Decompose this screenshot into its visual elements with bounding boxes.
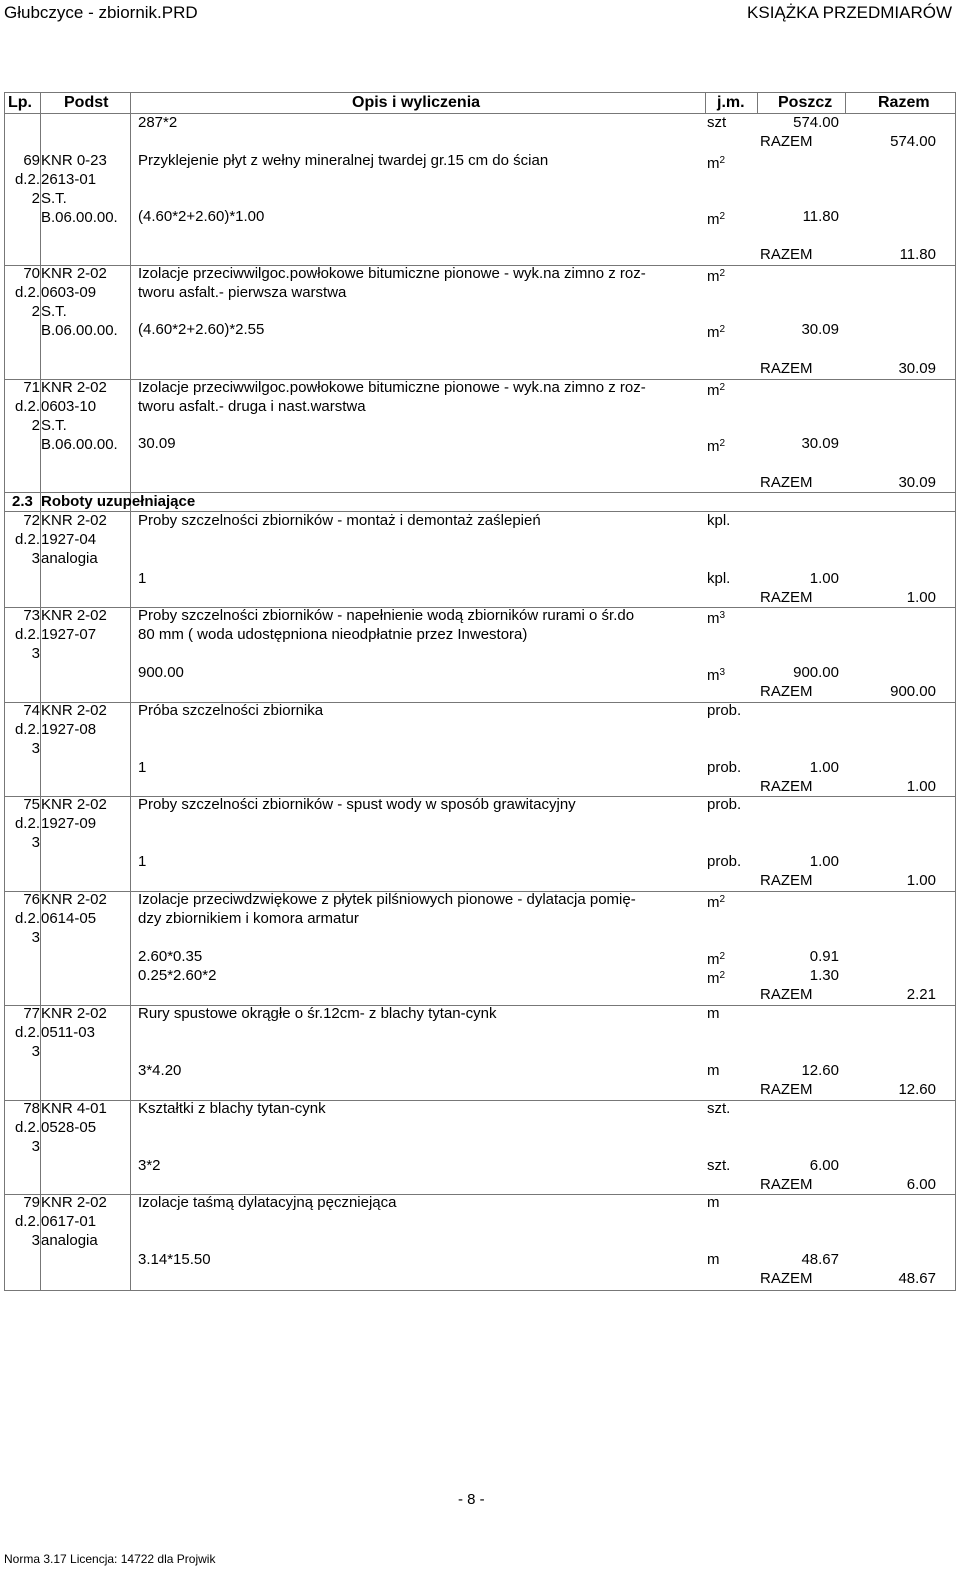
row-lp-line: 72 [23, 512, 40, 529]
row-description-line: Izolacje taśmą dylatacyjną pęczniejąca [138, 1194, 397, 1211]
razem-label: RAZEM [760, 474, 813, 491]
row-basis-line: S.T. [41, 303, 67, 320]
unit-base: m [707, 894, 720, 911]
carry-unit: szt [707, 114, 727, 131]
calc-value: 1.30 [809, 967, 839, 984]
document-title: Głubczyce - zbiornik.PRD [4, 3, 198, 22]
row-description-line: Proby szczelności zbiorników - spust wody w sposób grawitacyjny [138, 796, 576, 813]
row-lp-line: d.2. [14, 626, 40, 643]
razem-value: 12.60 [898, 1081, 936, 1098]
calc-unit [707, 321, 725, 342]
carry-razem-value: 574.00 [890, 133, 936, 150]
unit-base: prob. [707, 853, 742, 870]
unit-exponent: 2 [719, 970, 726, 981]
unit-base: kpl. [707, 570, 731, 587]
calc-expression: 900.00 [138, 664, 184, 681]
row-unit [707, 1194, 720, 1212]
row-basis-line: 0603-10 [41, 398, 97, 415]
razem-label: RAZEM [760, 246, 813, 263]
table-left-border [4, 92, 5, 1290]
row-description-line: Izolacje przeciwdzwiękowe z płytek pilśniowych pionowe - dylatacja pomię- [138, 891, 636, 908]
page-number: - 8 - [458, 1491, 485, 1508]
unit-base: m [707, 1062, 720, 1079]
column-header-lp: Lp. [8, 94, 32, 111]
row-basis-line: B.06.00.00. [41, 436, 118, 453]
calc-value: 1.00 [809, 853, 839, 870]
calc-unit [707, 208, 725, 229]
row-lp-line: 3 [31, 929, 40, 946]
unit-exponent: 2 [719, 894, 726, 905]
row-basis-line: KNR 2-02 [41, 796, 107, 813]
row-lp-line: d.2. [14, 398, 40, 415]
row-description-line: tworu asfalt.- pierwsza warstwa [138, 284, 347, 301]
unit-exponent: 3 [719, 667, 726, 678]
razem-label: RAZEM [760, 1081, 813, 1098]
row-basis-line: 2613-01 [41, 171, 97, 188]
row-basis-line: KNR 2-02 [41, 1005, 107, 1022]
row-unit [707, 796, 741, 814]
row-description-line: Kształtki z blachy tytan-cynk [138, 1100, 326, 1117]
unit-base: kpl. [707, 512, 731, 529]
calc-expression: (4.60*2+2.60)*2.55 [138, 321, 265, 338]
row-lp-line: 3 [31, 740, 40, 757]
calc-value: 1.00 [809, 759, 839, 776]
calc-expression: 30.09 [138, 435, 176, 452]
row-lp-line: d.2. [14, 1024, 40, 1041]
row-lp-line: d.2. [14, 1213, 40, 1230]
razem-value: 1.00 [906, 778, 936, 795]
razem-label: RAZEM [760, 872, 813, 889]
unit-base: prob. [707, 702, 742, 719]
calc-unit [707, 948, 725, 969]
calc-unit [707, 967, 725, 988]
row-lp-line: 2 [31, 190, 40, 207]
unit-base: m [707, 268, 720, 285]
unit-base: m [707, 211, 720, 228]
row-lp-line: 2 [31, 303, 40, 320]
unit-base: m [707, 324, 720, 341]
calc-unit [707, 759, 741, 777]
razem-value: 30.09 [898, 360, 936, 377]
row-basis-line: KNR 2-02 [41, 607, 107, 624]
razem-value: 30.09 [898, 474, 936, 491]
row-lp-line: 71 [23, 379, 40, 396]
row-basis-line: KNR 0-23 [41, 152, 107, 169]
row-unit [707, 379, 725, 400]
row-lp-line: d.2. [14, 284, 40, 301]
calc-unit [707, 664, 725, 685]
row-basis-line: S.T. [41, 190, 67, 207]
unit-base: m [707, 970, 720, 987]
row-separator [4, 492, 956, 493]
col-divider-podst [130, 92, 131, 1290]
row-unit [707, 1005, 720, 1023]
row-lp-line: 3 [31, 1138, 40, 1155]
unit-exponent: 2 [719, 438, 726, 449]
calc-unit [707, 435, 725, 456]
unit-exponent: 2 [719, 211, 726, 222]
razem-value: 900.00 [890, 683, 936, 700]
unit-base: m [707, 1005, 720, 1022]
row-lp-line: d.2. [14, 1119, 40, 1136]
row-description-line: Proby szczelności zbiorników - montaż i demontaż zaślepień [138, 512, 541, 529]
calc-value: 30.09 [801, 321, 839, 338]
calc-unit [707, 1062, 720, 1080]
calc-expression: 3.14*15.50 [138, 1251, 211, 1268]
table-bottom-border [4, 1290, 956, 1291]
calc-value: 30.09 [801, 435, 839, 452]
row-description-line: Rury spustowe okrągłe o śr.12cm- z blachy tytan-cynk [138, 1005, 497, 1022]
razem-value: 1.00 [906, 589, 936, 606]
row-lp-line: 73 [23, 607, 40, 624]
license-footer: Norma 3.17 Licencja: 14722 dla Projwik [4, 1552, 216, 1566]
calc-unit [707, 853, 741, 871]
calc-unit [707, 1251, 720, 1269]
calc-value: 1.00 [809, 570, 839, 587]
row-basis-line: 1927-04 [41, 531, 97, 548]
column-header-jm: j.m. [717, 94, 745, 111]
calc-value: 6.00 [809, 1157, 839, 1174]
unit-exponent: 2 [719, 951, 726, 962]
row-lp-line: d.2. [14, 531, 40, 548]
row-lp-line: 77 [23, 1005, 40, 1022]
razem-label: RAZEM [760, 986, 813, 1003]
razem-value: 6.00 [906, 1176, 936, 1193]
calc-value: 12.60 [801, 1062, 839, 1079]
carry-poszcz: 574.00 [793, 114, 839, 131]
row-unit [707, 891, 725, 912]
row-basis-line: analogia [41, 550, 98, 567]
row-basis-line: S.T. [41, 417, 67, 434]
col-divider-poszcz [845, 92, 846, 113]
calc-expression: 1 [138, 570, 147, 587]
col-divider-opis [705, 92, 706, 113]
row-unit [707, 512, 730, 530]
row-lp-line: 3 [31, 1043, 40, 1060]
row-lp-line: d.2. [14, 910, 40, 927]
unit-base: m [707, 438, 720, 455]
razem-label: RAZEM [760, 589, 813, 606]
row-lp-line: 3 [31, 1232, 40, 1249]
table-right-border [955, 92, 956, 1290]
row-lp-line: 3 [31, 645, 40, 662]
calc-expression: 2.60*0.35 [138, 948, 203, 965]
column-header-podst: Podst [64, 94, 109, 111]
row-unit [707, 1100, 730, 1118]
row-unit [707, 702, 741, 720]
row-basis-line: KNR 2-02 [41, 512, 107, 529]
calc-expression: 1 [138, 759, 147, 776]
row-basis-line: 1927-09 [41, 815, 97, 832]
row-basis-line: B.06.00.00. [41, 209, 118, 226]
row-description-line: 80 mm ( woda udostępniona nieodpłatnie przez Inwestora) [138, 626, 528, 643]
unit-exponent: 3 [719, 610, 726, 621]
row-basis-line: KNR 2-02 [41, 891, 107, 908]
col-divider-jm [757, 92, 758, 113]
row-lp-line: 3 [31, 550, 40, 567]
row-description-line: dzy zbiornikiem i komora armatur [138, 910, 359, 927]
razem-label: RAZEM [760, 1270, 813, 1287]
row-lp-line: 3 [31, 834, 40, 851]
section-title: Roboty uzupełniające [41, 493, 196, 510]
row-description-line: Próba szczelności zbiornika [138, 702, 324, 719]
calc-value: 48.67 [801, 1251, 839, 1268]
row-description-line: tworu asfalt.- druga i nast.warstwa [138, 398, 366, 415]
razem-label: RAZEM [760, 1176, 813, 1193]
unit-base: m [707, 155, 720, 172]
unit-base: szt. [707, 1100, 731, 1117]
row-basis-line: B.06.00.00. [41, 322, 118, 339]
column-header-razem: Razem [878, 94, 930, 111]
row-lp-line: 70 [23, 265, 40, 282]
row-basis-line: KNR 2-02 [41, 379, 107, 396]
unit-base: m [707, 610, 720, 627]
razem-value: 11.80 [899, 246, 936, 263]
unit-base: m [707, 667, 720, 684]
calc-expression: 3*2 [138, 1157, 161, 1174]
calc-value: 900.00 [793, 664, 839, 681]
unit-base: m [707, 382, 720, 399]
calc-value: 0.91 [809, 948, 839, 965]
row-basis-line: 0617-01 [41, 1213, 97, 1230]
row-unit [707, 152, 725, 173]
row-basis-line: 0511-03 [41, 1024, 95, 1041]
unit-base: prob. [707, 796, 742, 813]
razem-value: 1.00 [906, 872, 936, 889]
razem-value: 48.67 [898, 1270, 936, 1287]
row-basis-line: analogia [41, 1232, 98, 1249]
unit-exponent: 2 [719, 382, 726, 393]
row-basis-line: 0614-05 [41, 910, 97, 927]
row-lp-line: d.2. [14, 815, 40, 832]
calc-value: 11.80 [802, 208, 839, 225]
unit-base: szt. [707, 1157, 731, 1174]
unit-base: m [707, 1251, 720, 1268]
calc-expression: (4.60*2+2.60)*1.00 [138, 208, 265, 225]
row-description-line: Izolacje przeciwwilgoc.powłokowe bitumiczne pionowe - wyk.na zimno z roz- [138, 379, 646, 396]
row-unit [707, 265, 725, 286]
section-number: 2.3 [12, 493, 33, 510]
calc-expression: 1 [138, 853, 147, 870]
row-basis-line: KNR 2-02 [41, 702, 107, 719]
unit-base: m [707, 951, 720, 968]
unit-base: m [707, 1194, 720, 1211]
calc-expression: 0.25*2.60*2 [138, 967, 217, 984]
unit-base: prob. [707, 759, 742, 776]
row-basis-line: 0603-09 [41, 284, 97, 301]
column-header-opis: Opis i wyliczenia [352, 94, 481, 111]
unit-exponent: 2 [719, 324, 726, 335]
row-basis-line: KNR 2-02 [41, 265, 107, 282]
row-description-line: Izolacje przeciwwilgoc.powłokowe bitumiczne pionowe - wyk.na zimno z roz- [138, 265, 646, 282]
razem-label: RAZEM [760, 778, 813, 795]
row-lp-line: d.2. [14, 721, 40, 738]
row-lp-line: 78 [23, 1100, 40, 1117]
row-basis-line: 1927-07 [41, 626, 97, 643]
row-basis-line: 1927-08 [41, 721, 97, 738]
row-description-line: Proby szczelności zbiorników - napełnienie wodą zbiorników rurami o śr.do [138, 607, 635, 624]
row-basis-line: KNR 4-01 [41, 1100, 107, 1117]
row-lp-line: 2 [31, 417, 40, 434]
row-lp-line: 69 [23, 152, 40, 169]
carry-razem-label: RAZEM [760, 133, 813, 150]
row-lp-line: 75 [23, 796, 40, 813]
razem-value: 2.21 [906, 986, 936, 1003]
row-basis-line: 0528-05 [41, 1119, 97, 1136]
row-lp-line: 79 [23, 1194, 40, 1211]
row-basis-line: KNR 2-02 [41, 1194, 107, 1211]
calc-unit [707, 1157, 730, 1175]
row-description-line: Przyklejenie płyt z wełny mineralnej twardej gr.15 cm do ścian [138, 152, 549, 169]
calc-unit [707, 570, 730, 588]
row-lp-line: 76 [23, 891, 40, 908]
unit-exponent: 2 [719, 268, 726, 279]
section-separator [4, 511, 956, 512]
calc-expression: 3*4.20 [138, 1062, 182, 1079]
unit-exponent: 2 [719, 155, 726, 166]
row-lp-line: d.2. [14, 171, 40, 188]
row-lp-line: 74 [23, 702, 40, 719]
column-header-poszcz: Poszcz [778, 94, 833, 111]
razem-label: RAZEM [760, 360, 813, 377]
razem-label: RAZEM [760, 683, 813, 700]
row-unit [707, 607, 725, 628]
document-type: KSIĄŻKA PRZEDMIARÓW [747, 3, 952, 22]
carry-expression: 287*2 [138, 114, 178, 131]
table-top-border [4, 92, 956, 93]
